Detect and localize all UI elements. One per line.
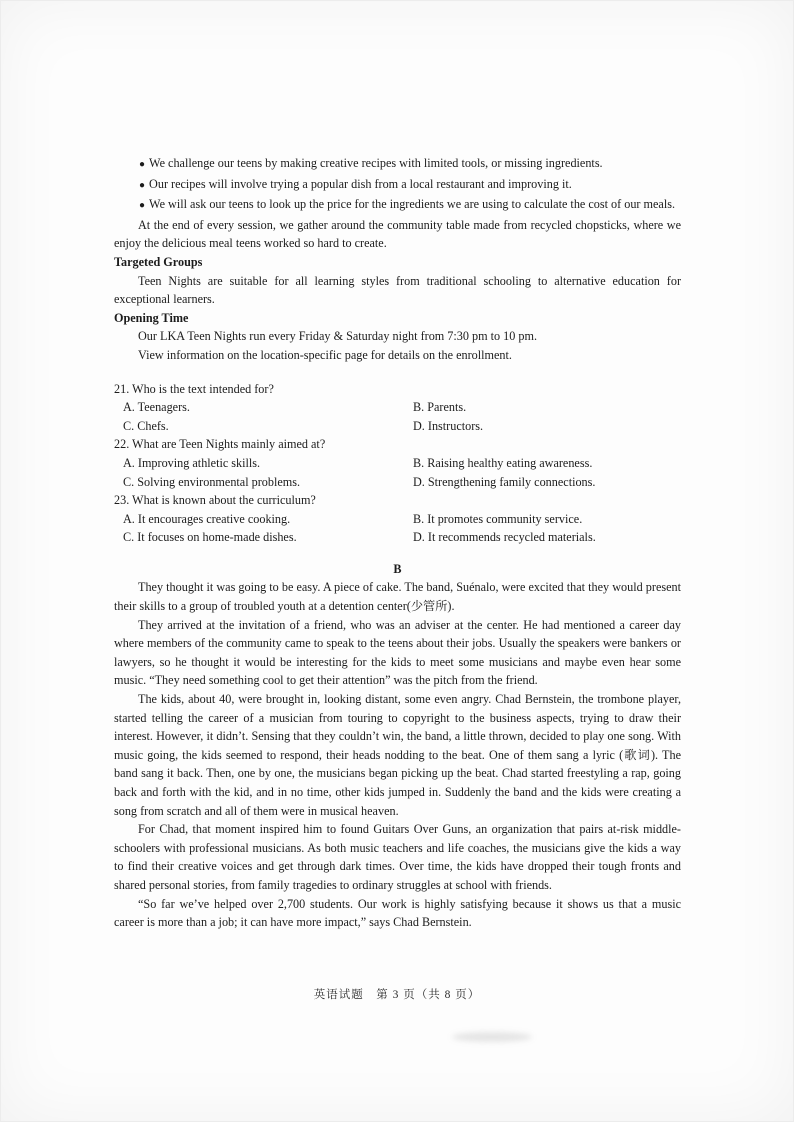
option-row [114,398,681,417]
option-d: D. It recommends recycled materials. [413,530,596,545]
bullet-text: Our recipes will involve trying a popular dish from a local restaurant and improving it. [149,176,572,191]
page-content [114,154,681,932]
opening-time-line: Our LKA Teen Nights run every Friday & Saturday night from 7:30 pm to 10 pm. [138,329,538,344]
bullet-icon: ● [139,159,150,170]
option-row [114,510,681,529]
questions-section [114,380,681,547]
option-b: B. Raising healthy eating awareness. [413,455,593,470]
passage-b-paragraph: The kids, about 40, were brought in, looking distant, some even angry. Chad Bernstein, the trombone player, started telling the career of a musician from touring to copyright to the business aspects, trying to draw their interest. However, it didn’t. Sensing that they couldn’t win, the band, a little thrown, decided to play one song. With music going, the kids seemed to respond, their heads nodding to the beat. One of them sang a lyric (歌词). The band sang it back. Then, one by one, the musicians began picking up the beat. Chad started freestyling a rap, going back and forth with the kid, and in no time, other kids jumped in. Suddenly the band and the kids were creating a song from scratch and all of them were in musical heaven. [114,692,681,818]
bullet-item [114,154,681,175]
option-d: D. Strengthening family connections. [413,474,596,489]
option-a: A. Teenagers. [123,400,190,415]
option-b: B. It promotes community service. [413,511,583,526]
question-22 [114,435,681,491]
bullet-item [114,195,681,216]
targeted-groups-heading: Targeted Groups [114,254,203,269]
question-23 [114,491,681,547]
question-text: 23. What is known about the curriculum? [114,493,316,508]
passage-b-paragraph: For Chad, that moment inspired him to found Guitars Over Guns, an organization that pairs at-risk middle-schoolers with professional musicians. As both music teachers and life coaches, the musicians give the kids a way to find their creative voices and get through dark times. Over time, the kids have dropped their tough fronts and shared personal stories, from family tragedies to ordinary struggles at school with friends. [114,822,681,892]
option-b: B. Parents. [413,400,467,415]
passage-b-paragraph: They arrived at the invitation of a friend, who was an adviser at the center. He had mentioned a career day where members of the community came to speak to the teens about their jobs. Usually the speakers were bankers or lawyers, so he thought it would be interesting for the kids to meet some musicians and maybe even hear some music. “They need something cool to get their attention” was the pitch from the friend. [114,617,681,688]
opening-time-line: View information on the location-specific page for details on the enrollment. [138,347,512,362]
page-footer: 英语试题 第 3 页（共 8 页） [313,989,481,1001]
bullet-icon: ● [139,200,150,212]
question-text: 22. What are Teen Nights mainly aimed at? [114,437,326,452]
passage-b-paragraph: “So far we’ve helped over 2,700 students. Our work is highly satisfying because it shows us that a music career is more than a job; it can have more impact,” says Chad Bernstein. [114,896,681,930]
scan-artifact [452,1032,532,1042]
option-c: C. Solving environmental problems. [123,474,301,489]
opening-time-heading: Opening Time [114,310,189,325]
option-c: C. Chefs. [123,418,169,433]
option-row [114,473,681,492]
targeted-groups-text: Teen Nights are suitable for all learning styles from traditional schooling to alternative education for exceptional learners. [114,273,681,307]
passage-b [114,578,681,931]
option-a: A. Improving athletic skills. [123,455,261,470]
bullet-icon: ● [139,179,150,191]
closing-paragraph: At the end of every session, we gather around the community table made from recycled chopsticks, where we enjoy the delicious meal teens worked so hard to create. [114,217,681,251]
passage-b-label: B [393,561,402,576]
bullet-text: We will ask our teens to look up the price for the ingredients we are using to calculate the cost of our meals. [149,197,676,212]
option-row [114,528,681,547]
bullet-item [114,175,681,196]
passage-b-paragraph: They thought it was going to be easy. A piece of cake. The band, Suénalo, were excited that they would present their skills to a group of troubled youth at a detention center(少管所). [114,580,681,614]
option-d: D. Instructors. [413,418,484,433]
option-a: A. It encourages creative cooking. [123,511,291,526]
question-21 [114,380,681,436]
option-row [114,454,681,473]
option-row [114,417,681,436]
question-text: 21. Who is the text intended for? [114,381,274,396]
bullet-list [114,154,681,216]
option-c: C. It focuses on home-made dishes. [123,530,297,545]
bullet-text: We challenge our teens by making creative recipes with limited tools, or missing ingredients. [149,156,603,170]
